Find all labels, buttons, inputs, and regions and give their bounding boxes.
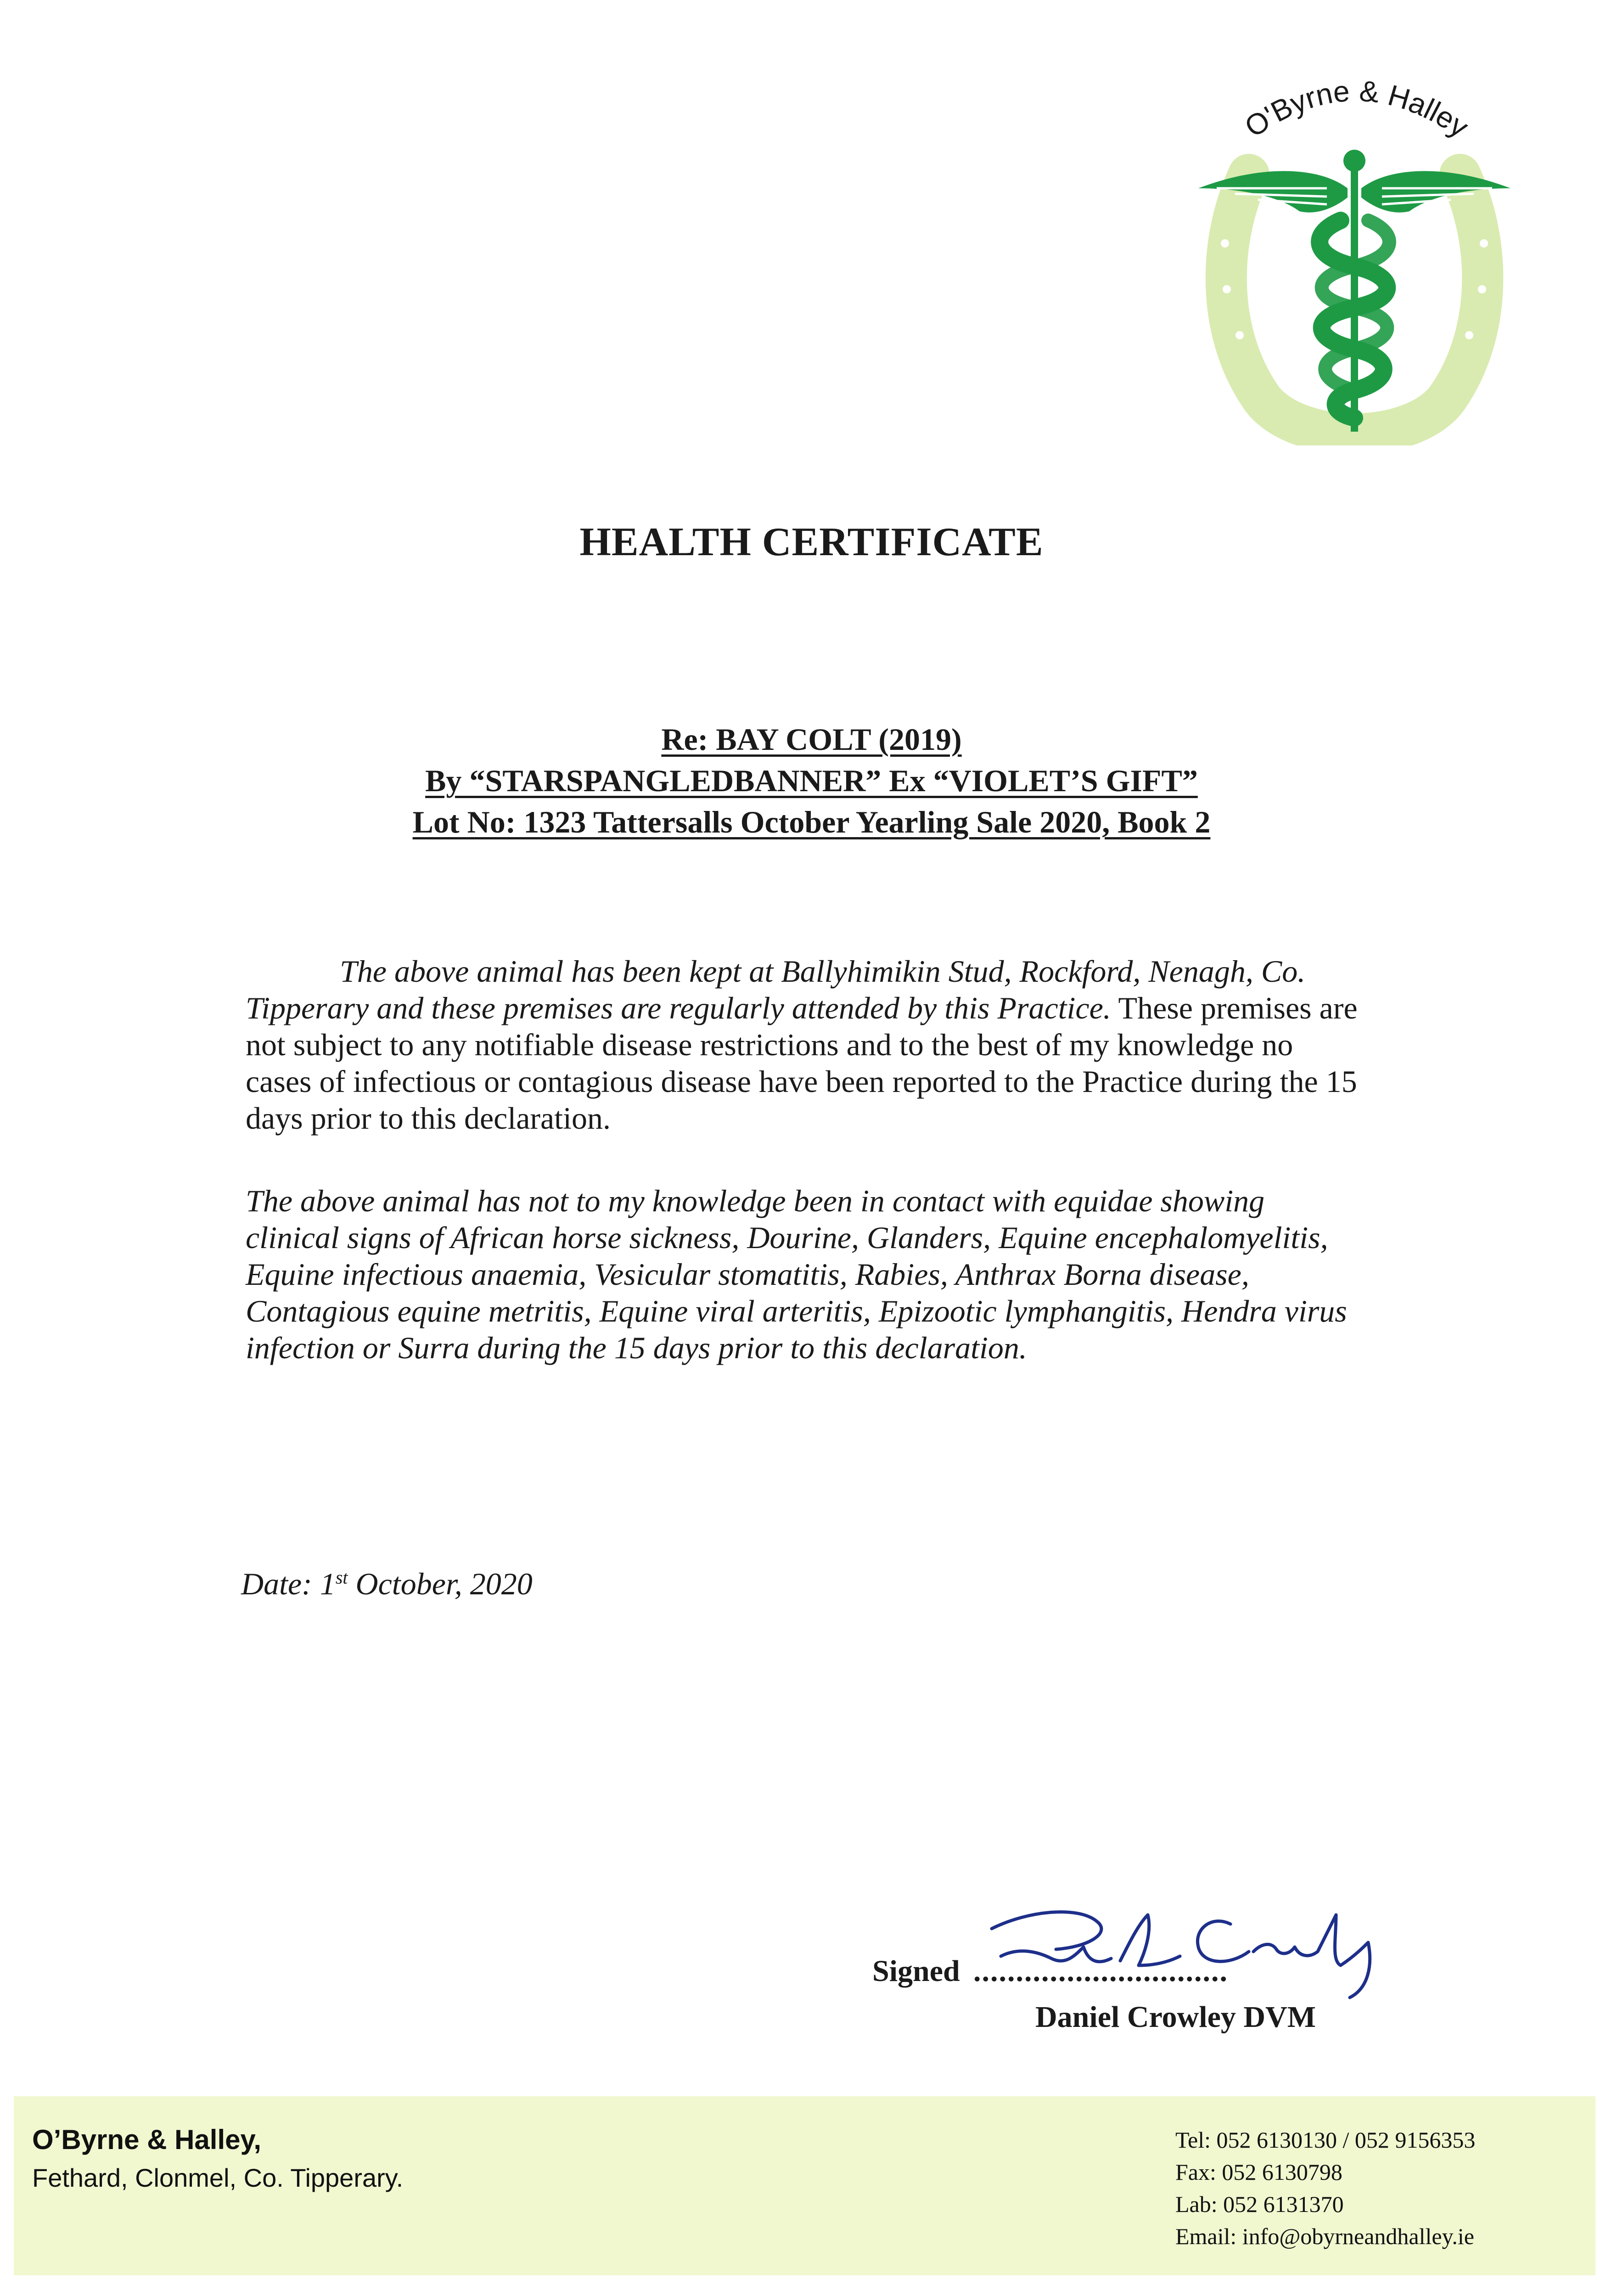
premises-paragraph-regular: These premises are not subject to any notifiable disease restrictions and to the best of my knowledge no cases of infectious or contagious disease have been reported to the Practice during the 15 days prior to this declaration. xyxy=(246,990,1358,1136)
date-label: Date: xyxy=(241,1566,320,1601)
contact-declaration-paragraph: The above animal has not to my knowledge been in contact with equidae showing clinical signs of African horse sickness, Dourine, Glanders, Equine encephalomyelitis, Equine infectious anaemia, Vesicular stomatitis, Rabies, Anthrax Borna disease, Contagious equine metritis, Equine viral arteritis, Epizootic lymphangitis, Hendra virus infection or Surra during the 15 days prior to this declaration. xyxy=(246,1183,1347,1365)
footer-company-name: O’Byrne & Halley, xyxy=(32,2124,262,2155)
subject-line-lot: Lot No: 1323 Tattersalls October Yearling Sale 2020, Book 2 xyxy=(412,805,1211,839)
handwritten-signature xyxy=(973,1896,1387,2002)
subject-block xyxy=(0,719,1623,843)
signature-dotted-line: .............................. xyxy=(973,1954,1228,1988)
company-logo xyxy=(1189,51,1520,445)
svg-text:O'Byrne & Halley xyxy=(1239,74,1474,144)
premises-paragraph xyxy=(246,953,1361,1137)
signer-name: Daniel Crowley DVM xyxy=(1035,2000,1316,2034)
subject-line-pedigree: By “STARSPANGLEDBANNER” Ex “VIOLET’S GIFT” xyxy=(425,763,1198,798)
letterhead-footer xyxy=(14,2096,1595,2275)
footer-fax: Fax: 052 6130798 xyxy=(1175,2159,1342,2185)
footer-address: Fethard, Clonmel, Co. Tipperary. xyxy=(32,2163,404,2192)
footer-contact-details xyxy=(1175,2124,1475,2252)
signature-block xyxy=(868,1896,1419,2043)
date-suffix: st xyxy=(335,1567,348,1588)
date-rest: October, 2020 xyxy=(348,1566,533,1601)
declaration-date xyxy=(241,1566,533,1602)
premises-paragraph-italic: The above animal has been kept at Ballyhimikin Stud, Rockford, Nenagh, Co. Tipperary and these premises are regularly attended by this Practice. xyxy=(246,954,1306,1025)
page-title: HEALTH CERTIFICATE xyxy=(579,520,1044,564)
date-day: 1 xyxy=(320,1566,336,1601)
signed-label: Signed xyxy=(872,1954,960,1988)
logo-text: O'Byrne & Halley xyxy=(1239,74,1475,144)
subject-line-horse: Re: BAY COLT (2019) xyxy=(661,722,962,757)
footer-email[interactable]: Email: info@obyrneandhalley.ie xyxy=(1175,2223,1474,2249)
caduceus-horseshoe-logo-icon xyxy=(1189,51,1520,445)
footer-lab: Lab: 052 6131370 xyxy=(1175,2191,1344,2217)
footer-tel: Tel: 052 6130130 / 052 9156353 xyxy=(1175,2127,1476,2153)
